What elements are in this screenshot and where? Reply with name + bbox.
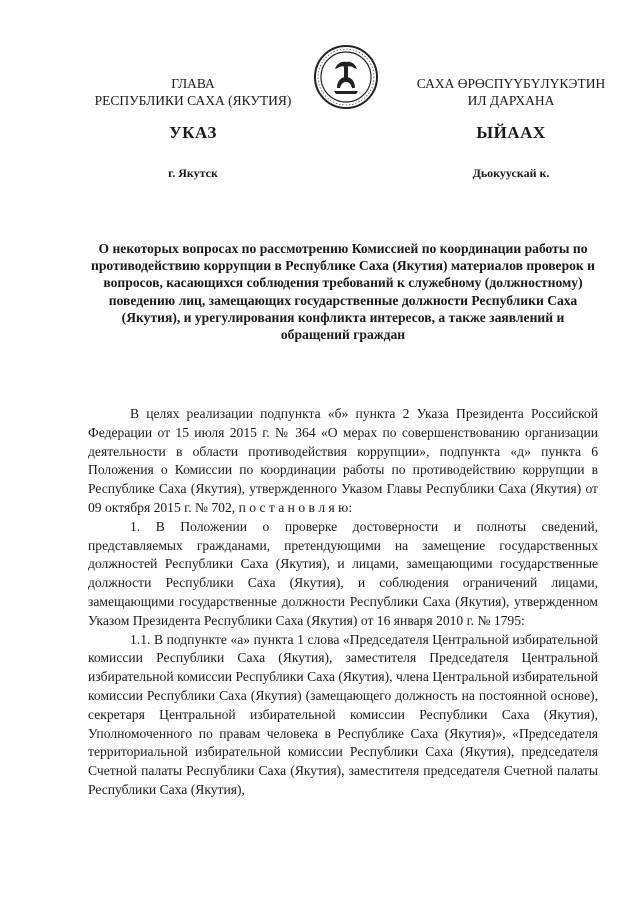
body-paragraph-1: В целях реализации подпункта «б» пункта 2 Указа Президента Российской Федерации от 15 июля 2015 г. № 364 «О мерах по совершенствованию организации деятельности в области противодействия коррупции», подпункта «д» пункта 6 Положения о Комиссии по координации работы по противодействию коррупции в Республике Саха (Якутия), утвержденного Указом Главы Республики Саха (Якутия) от 09 октября 2015 г. № 702, п о с т а н о в л я ю:: [88, 406, 598, 515]
issuer-left-line1: ГЛАВА: [171, 76, 215, 91]
document-body: [88, 405, 598, 800]
document-type-left: УКАЗ: [169, 123, 217, 142]
issuer-left: [88, 75, 298, 109]
city-left: г. Якутск: [168, 166, 218, 180]
document-title: О некоторых вопросах по рассмотрению Комиссией по координации работы по противодействию коррупции в Республике Саха (Якутия) материалов проверок и вопросов, касающихся соблюдения требований к служебному (должностному) поведению лиц, замещающих государственные должности Республики Саха (Якутия), и урегулирования конфликта интересов, а также заявлений и обращений граждан: [91, 241, 595, 343]
issuer-left-line2: РЕСПУБЛИКИ САХА (ЯКУТИЯ): [94, 93, 292, 108]
issuer-right-line1: САХА ӨРӨСПҮҮБҮЛҮКЭТИН: [416, 76, 606, 91]
issuer-right-line2: ИЛ ДАРХАНА: [467, 93, 555, 108]
body-paragraph-2: 1. В Положении о проверке достоверности и полноты сведений, представляемых гражданами, претендующими на замещение государственных должностей Республики Саха (Якутия), и лицами, замещающими государственные должности Республики Саха (Якутия), и соблюдения ограничений лицами, замещающими государственные должности Республики Саха (Якутия), утвержденном Указом Президента Республики Саха (Якутия) от 16 января 2010 г. № 1795:: [88, 518, 598, 628]
city-right: Дьокуускай к.: [472, 166, 550, 180]
body-paragraph-3: 1.1. В подпункте «а» пункта 1 слова «Председателя Центральной избирательной комиссии Республики Саха (Якутия), заместителя Председателя Центральной избирательной комиссии Республики Саха (Якутия), члена Центральной избирательной комиссии Республики Саха (Якутия) (замещающего должность на постоянной основе), секретаря Центральной избирательной комиссии Республики Саха (Якутия), Уполномоченного по правам человека в Республике Саха (Якутия)», «Председателя территориальной избирательной комиссии Республики Саха (Якутия), председателя Счетной палаты Республики Саха (Якутия), заместителя председателя Счетной палаты Республики Саха (Якутия),: [88, 631, 598, 797]
issuer-right: [396, 75, 626, 109]
document-type-right: ЫЙААХ: [476, 123, 546, 142]
coat-of-arms-emblem: [313, 44, 379, 110]
